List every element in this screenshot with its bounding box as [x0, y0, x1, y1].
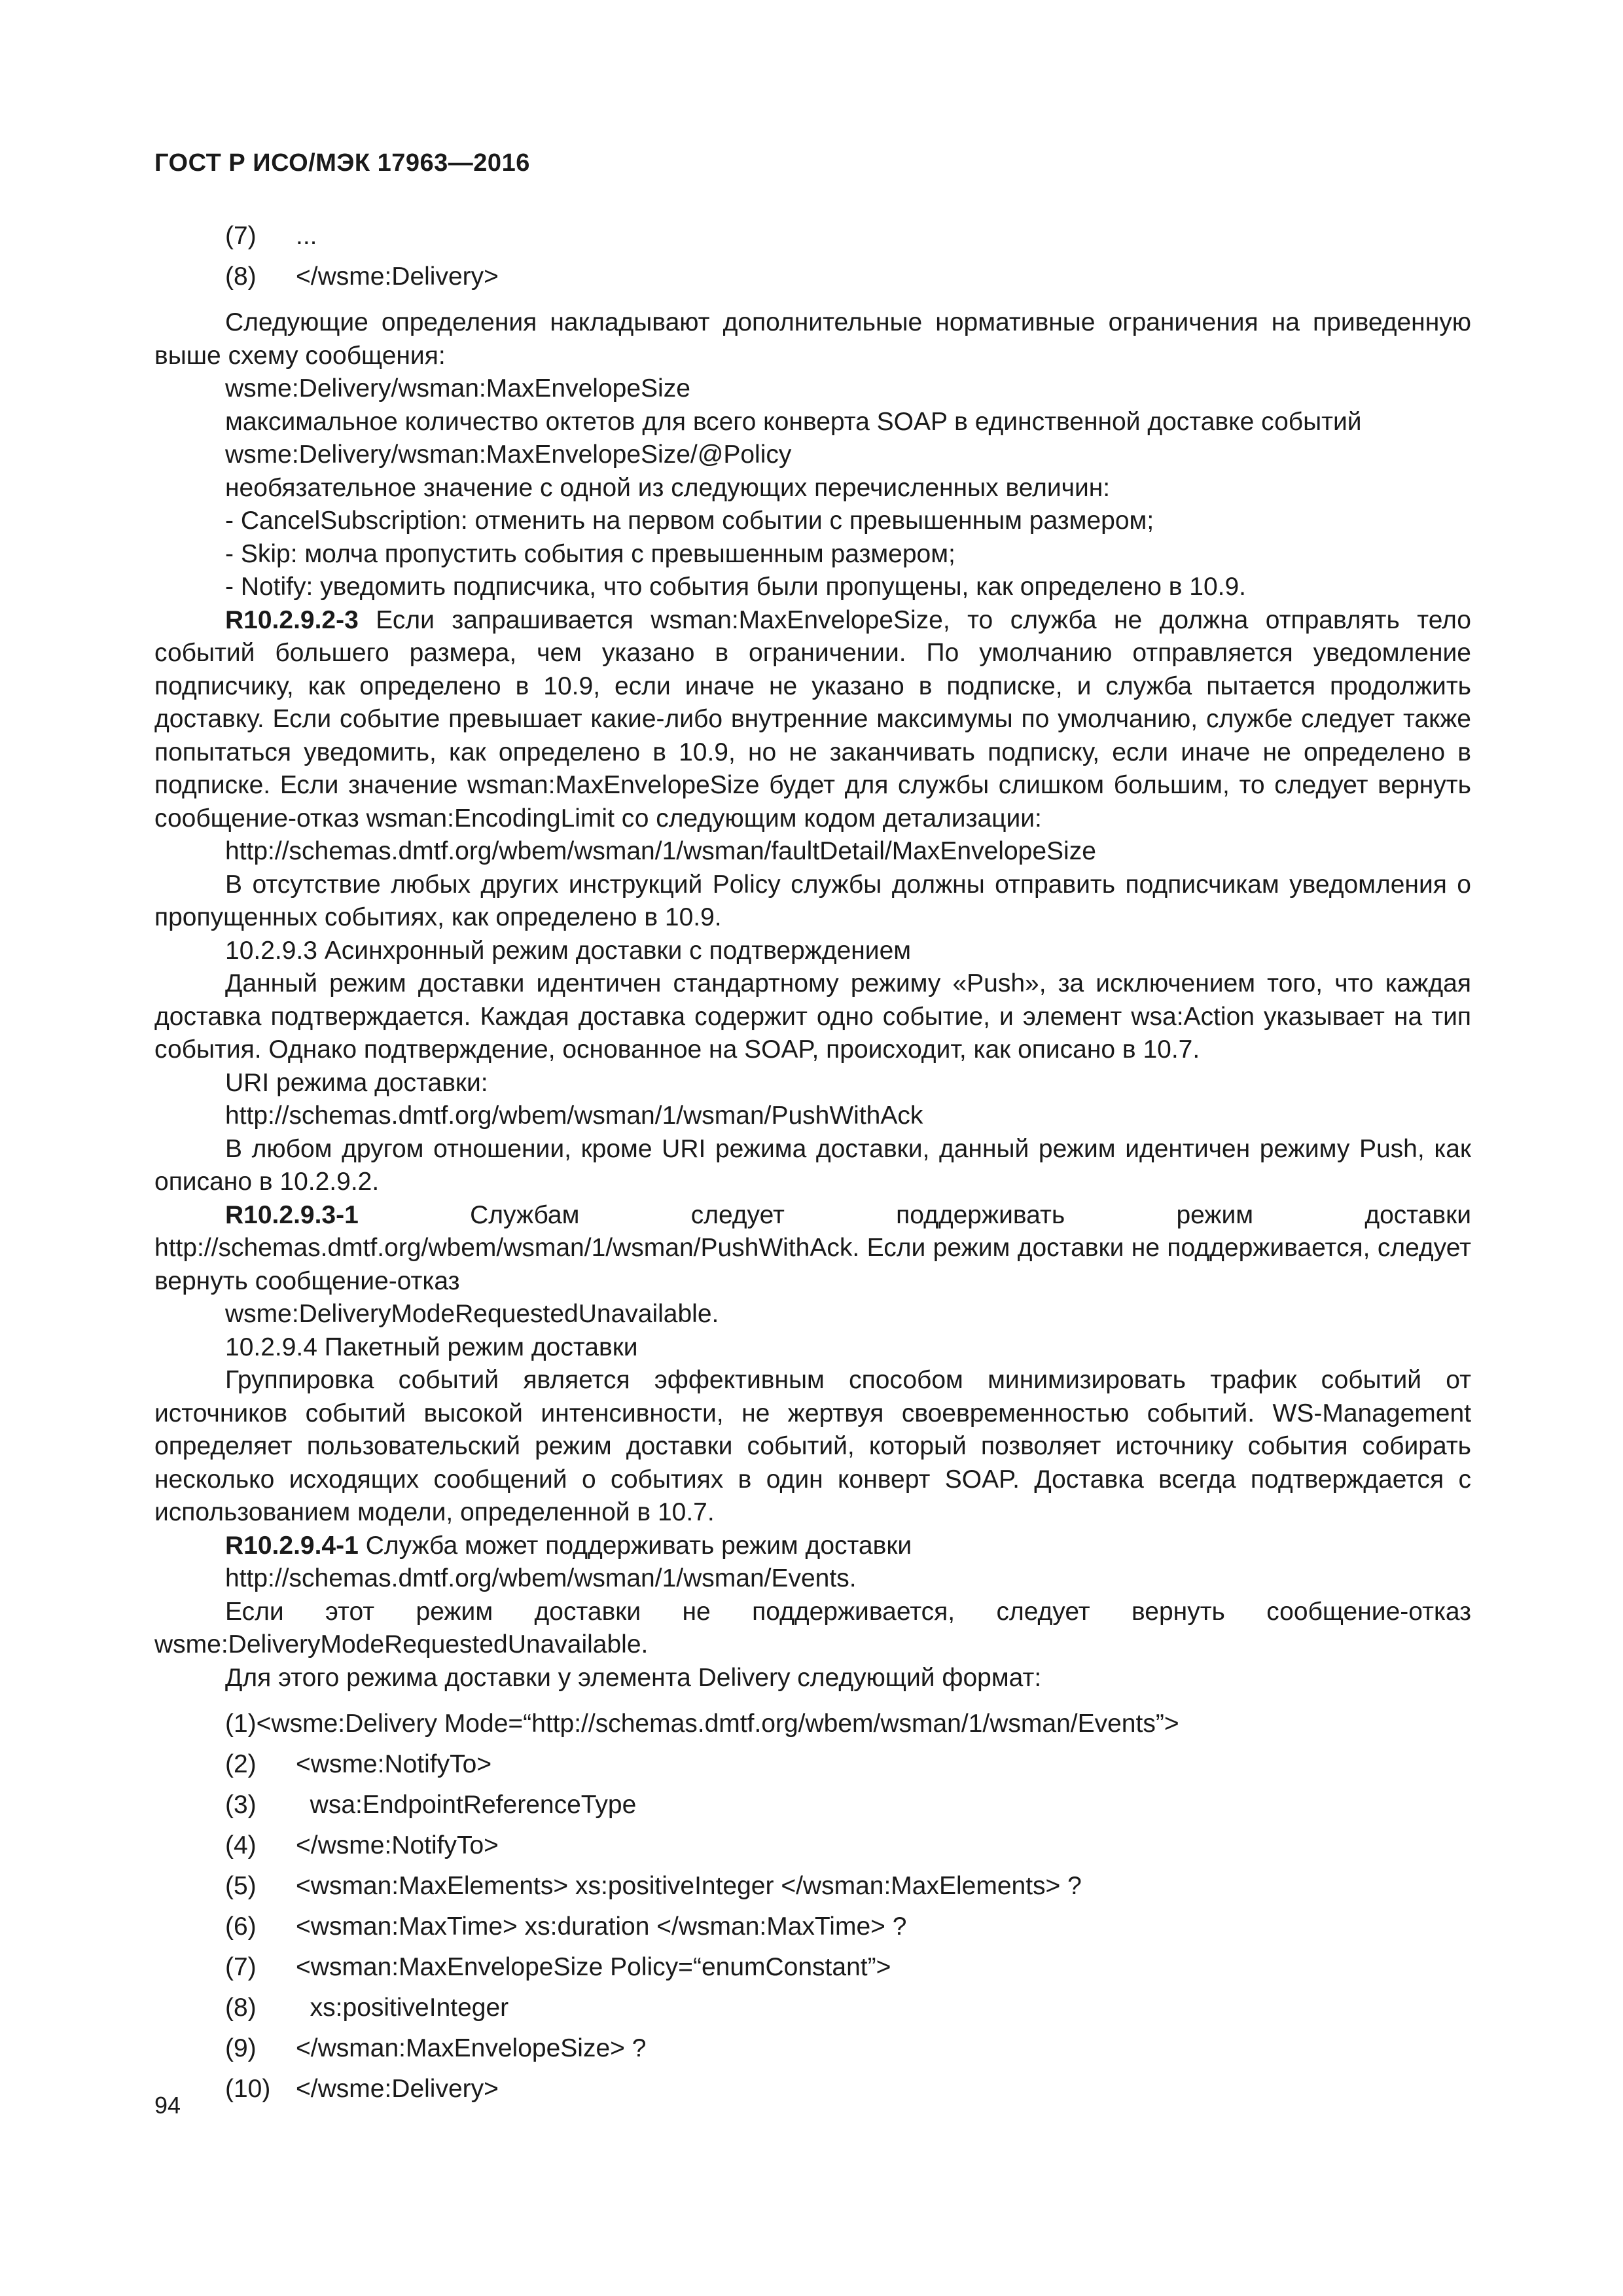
code-line-text: </wsme:Delivery>: [296, 262, 499, 291]
section-heading: 10.2.9.3 Асинхронный режим доставки с подтверждением: [225, 936, 912, 965]
text-line: wsme:Delivery/wsman:MaxEnvelopeSize: [225, 374, 690, 403]
text-line: необязательное значение с одной из следующих перечисленных величин:: [225, 473, 1111, 502]
requirement-id: R10.2.9.4-1: [225, 1531, 359, 1560]
code-line: [154, 257, 1471, 297]
paragraph: В отсутствие любых других инструкций Policy службы должны отправить подписчикам уведомления о пропущенных событиях, как определено в 10.9.: [154, 870, 1471, 931]
code-line-number: (4): [225, 1831, 257, 1859]
code-line: [154, 1866, 1471, 1907]
code-line-text: wsa:EndpointReferenceType: [296, 1791, 637, 1819]
code-line-text: <wsme:Delivery Mode=“http://schemas.dmtf.org/wbem/wsman/1/wsman/Events”>: [256, 1710, 1179, 1738]
code-line-text: </wsman:MaxEnvelopeSize> ?: [296, 2034, 647, 2062]
text-line: Для этого режима доставки у элемента Delivery следующий формат:: [225, 1663, 1042, 1692]
uri-line: http://schemas.dmtf.org/wbem/wsman/1/wsman/Events.: [225, 1564, 857, 1592]
section-heading: 10.2.9.4 Пакетный режим доставки: [225, 1333, 638, 1361]
requirement-id: R10.2.9.3-1: [225, 1200, 359, 1229]
code-line-text: <wsman:MaxEnvelopeSize Policy=“enumConstant”>: [296, 1953, 891, 1981]
text-line: wsme:DeliveryModeRequestedUnavailable.: [225, 1300, 719, 1328]
code-line-number: (8): [225, 262, 257, 291]
code-line-number: (7): [225, 222, 257, 250]
code-line-text: <wsman:MaxElements> xs:positiveInteger </wsman:MaxElements> ?: [296, 1872, 1082, 1900]
uri-line: http://schemas.dmtf.org/wbem/wsman/1/wsman/PushWithAck: [225, 1102, 923, 1130]
paragraph: Следующие определения накладывают дополнительные нормативные ограничения на приведенную выше схему сообщения:: [154, 308, 1471, 370]
code-line-number: (9): [225, 2034, 257, 2062]
code-line-text: xs:positiveInteger: [296, 1994, 509, 2022]
page-body: [154, 216, 1471, 2109]
requirement-paragraph: [154, 604, 1471, 836]
list-item: - Notify: уведомить подписчика, что события были пропущены, как определено в 10.9.: [225, 573, 1247, 601]
code-line-number: (8): [225, 1994, 257, 2022]
code-line-number: (5): [225, 1872, 257, 1900]
code-line-text: <wsman:MaxTime> xs:duration </wsman:MaxTime> ?: [296, 1912, 907, 1941]
code-line: [154, 216, 1471, 257]
requirement-text: Службам следует поддерживать режим доставки http://schemas.dmtf.org/wbem/wsman/1/wsman/PushWithAck. Если режим доставки не поддерживается, следует вернуть сообщение-отказ: [154, 1200, 1471, 1295]
requirement-paragraph: [154, 1530, 1471, 1563]
code-line: [154, 1988, 1471, 2028]
code-line: [154, 1907, 1471, 1947]
requirement-text: Служба может поддерживать режим доставки: [358, 1531, 912, 1560]
requirement-id: R10.2.9.2-3: [225, 605, 359, 634]
code-line: [154, 1785, 1471, 1825]
code-line-number: (7): [225, 1953, 257, 1981]
document-header: ГОСТ Р ИСО/МЭК 17963—2016: [154, 149, 530, 177]
code-line-text: <wsme:NotifyTo>: [296, 1750, 492, 1778]
code-line-number: (6): [225, 1912, 257, 1941]
uri-line: http://schemas.dmtf.org/wbem/wsman/1/wsman/faultDetail/MaxEnvelopeSize: [225, 837, 1096, 865]
code-line: [154, 2069, 1471, 2109]
code-line-text: ...: [296, 222, 317, 250]
paragraph: Если этот режим доставки не поддерживается, следует вернуть сообщение-отказ wsme:DeliveryModeRequestedUnavailable.: [154, 1597, 1471, 1659]
code-line: [154, 2028, 1471, 2069]
paragraph: Данный режим доставки идентичен стандартному режиму «Push», за исключением того, что каждая доставка подтверждается. Каждая доставка содержит одно событие, и элемент wsa:Action указывает на тип события. Однако подтверждение, основанное на SOAP, происходит, как описано в 10.7.: [154, 969, 1471, 1064]
code-line-number: (10): [225, 2075, 271, 2103]
list-item: - CancelSubscription: отменить на первом событии с превышенным размером;: [225, 507, 1154, 535]
paragraph: В любом другом отношении, кроме URI режима доставки, данный режим идентичен режиму Push, как описано в 10.2.9.2.: [154, 1134, 1471, 1196]
text-line: wsme:Delivery/wsman:MaxEnvelopeSize/@Policy: [225, 440, 792, 469]
page-number: 94: [154, 2092, 181, 2119]
list-item: - Skip: молча пропустить события с превышенным размером;: [225, 539, 955, 568]
paragraph: Группировка событий является эффективным способом минимизировать трафик событий от источников событий высокой интенсивности, не жертвуя своевременностью событий. WS-Management определяет пользовательский режим доставки событий, который позволяет источнику события собирать несколько исходящих сообщений о событиях в один конверт SOAP. Доставка всегда подтверждается с использованием модели, определенной в 10.7.: [154, 1366, 1471, 1526]
code-line: [154, 1947, 1471, 1988]
code-line: [154, 1825, 1471, 1866]
text-line: URI режима доставки:: [225, 1068, 488, 1097]
requirement-text: Если запрашивается wsman:MaxEnvelopeSize, то служба не должна отправлять тело событий большего размера, чем указано в ограничении. По умолчанию отправляется уведомление подписчику, как определено в 10.9, если иначе не указано в подписке, и служба пытается продолжить доставку. Если событие превышает какие-либо внутренние максимумы по умолчанию, службе следует также попытаться уведомить, как определено в 10.9, но не заканчивать подписку, если иначе не определено в подписке. Если значение wsman:MaxEnvelopeSize будет для службы слишком большим, то следует вернуть сообщение-отказ wsman:EncodingLimit со следующим кодом детализации:: [154, 605, 1471, 833]
code-line: [154, 1704, 1471, 1744]
text-line: максимальное количество октетов для всего конверта SOAP в единственной доставке событий: [225, 407, 1362, 436]
requirement-paragraph: [154, 1199, 1471, 1299]
code-line-text: </wsme:NotifyTo>: [296, 1831, 499, 1859]
code-block: [154, 1704, 1471, 2109]
code-line-number: (3): [225, 1791, 257, 1819]
code-line-number: (1): [225, 1710, 257, 1738]
code-line-number: (2): [225, 1750, 257, 1778]
code-line: [154, 1744, 1471, 1785]
code-line-text: </wsme:Delivery>: [296, 2075, 499, 2103]
